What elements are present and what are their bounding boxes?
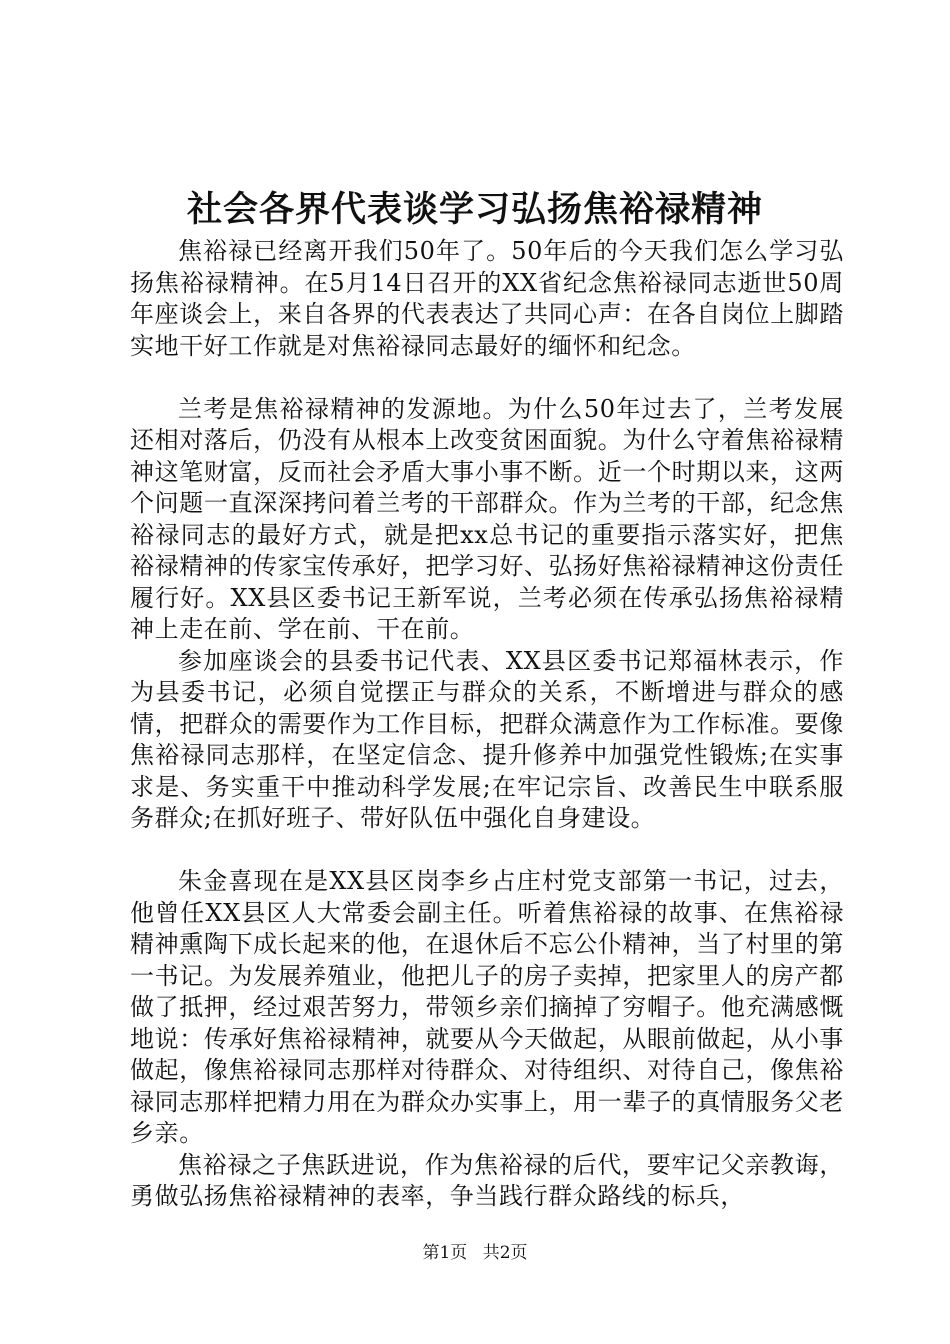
paragraph-2: 兰考是焦裕禄精神的发源地。为什么50年过去了，兰考发展还相对落后，仍没有从根本上改变贫困面貌。为什么守着焦裕禄精神这笔财富，反而社会矛盾大事小事不断。近一个时期以来，这两个问题一直深深拷问着兰考的干部群众。作为兰考的干部，纪念焦裕禄同志的最好方式，就是把xx总书记的重要指示落实好，把焦裕禄精神的传家宝传承好，把学习好、弘扬好焦裕禄精神这份责任履行好。XX县区委书记王新军说，兰考必须在传承弘扬焦裕禄精神上走在前、学在前、干在前。 [130,394,844,643]
paragraph-4: 朱金喜现在是XX县区岗李乡占庄村党支部第一书记，过去，他曾任XX县区人大常委会副主任。听着焦裕禄的故事、在焦裕禄精神熏陶下成长起来的他，在退休后不忘公仆精神，当了村里的第一书记。为发展养殖业，他把儿子的房子卖掉，把家里人的房产都做了抵押，经过艰苦努力，带领乡亲们摘掉了穷帽子。他充满感慨地说：传承好焦裕禄精神，就要从今天做起，从眼前做起，从小事做起，像焦裕禄同志那样对待群众、对待组织、对待自己，像焦裕禄同志那样把精力用在为群众办实事上，用一辈子的真情服务父老乡亲。 [130,867,844,1147]
page-total: 共2页 [482,1243,528,1263]
paragraph-1: 焦裕禄已经离开我们50年了。50年后的今天我们怎么学习弘扬焦裕禄精神。在5月14日召开的XX省纪念焦裕禄同志逝世50周年座谈会上，来自各界的代表表达了共同心声：在各自岗位上脚踏实地干好工作就是对焦裕禄同志最好的缅怀和纪念。 [130,237,844,360]
paragraph-3: 参加座谈会的县委书记代表、XX县区委书记郑福林表示，作为县委书记，必须自觉摆正与群众的关系，不断增进与群众的感情，把群众的需要作为工作目标，把群众满意作为工作标准。要像焦裕禄同志那样，在坚定信念、提升修养中加强党性锻炼;在实事求是、务实重干中推动科学发展;在牢记宗旨、改善民生中联系服务群众;在抓好班子、带好队伍中强化自身建设。 [130,646,844,832]
paragraph-5: 焦裕禄之子焦跃进说，作为焦裕禄的后代，要牢记父亲教诲，勇做弘扬焦裕禄精神的表率，争当践行群众路线的标兵， [130,1150,844,1210]
paragraph-spacer [130,362,844,394]
page-number: 第1页 [422,1243,468,1263]
paragraph-spacer [130,835,844,867]
page-footer [0,1241,950,1265]
document-body [130,236,844,1213]
document-title: 社会各界代表谈学习弘扬焦裕禄精神 [186,189,763,230]
